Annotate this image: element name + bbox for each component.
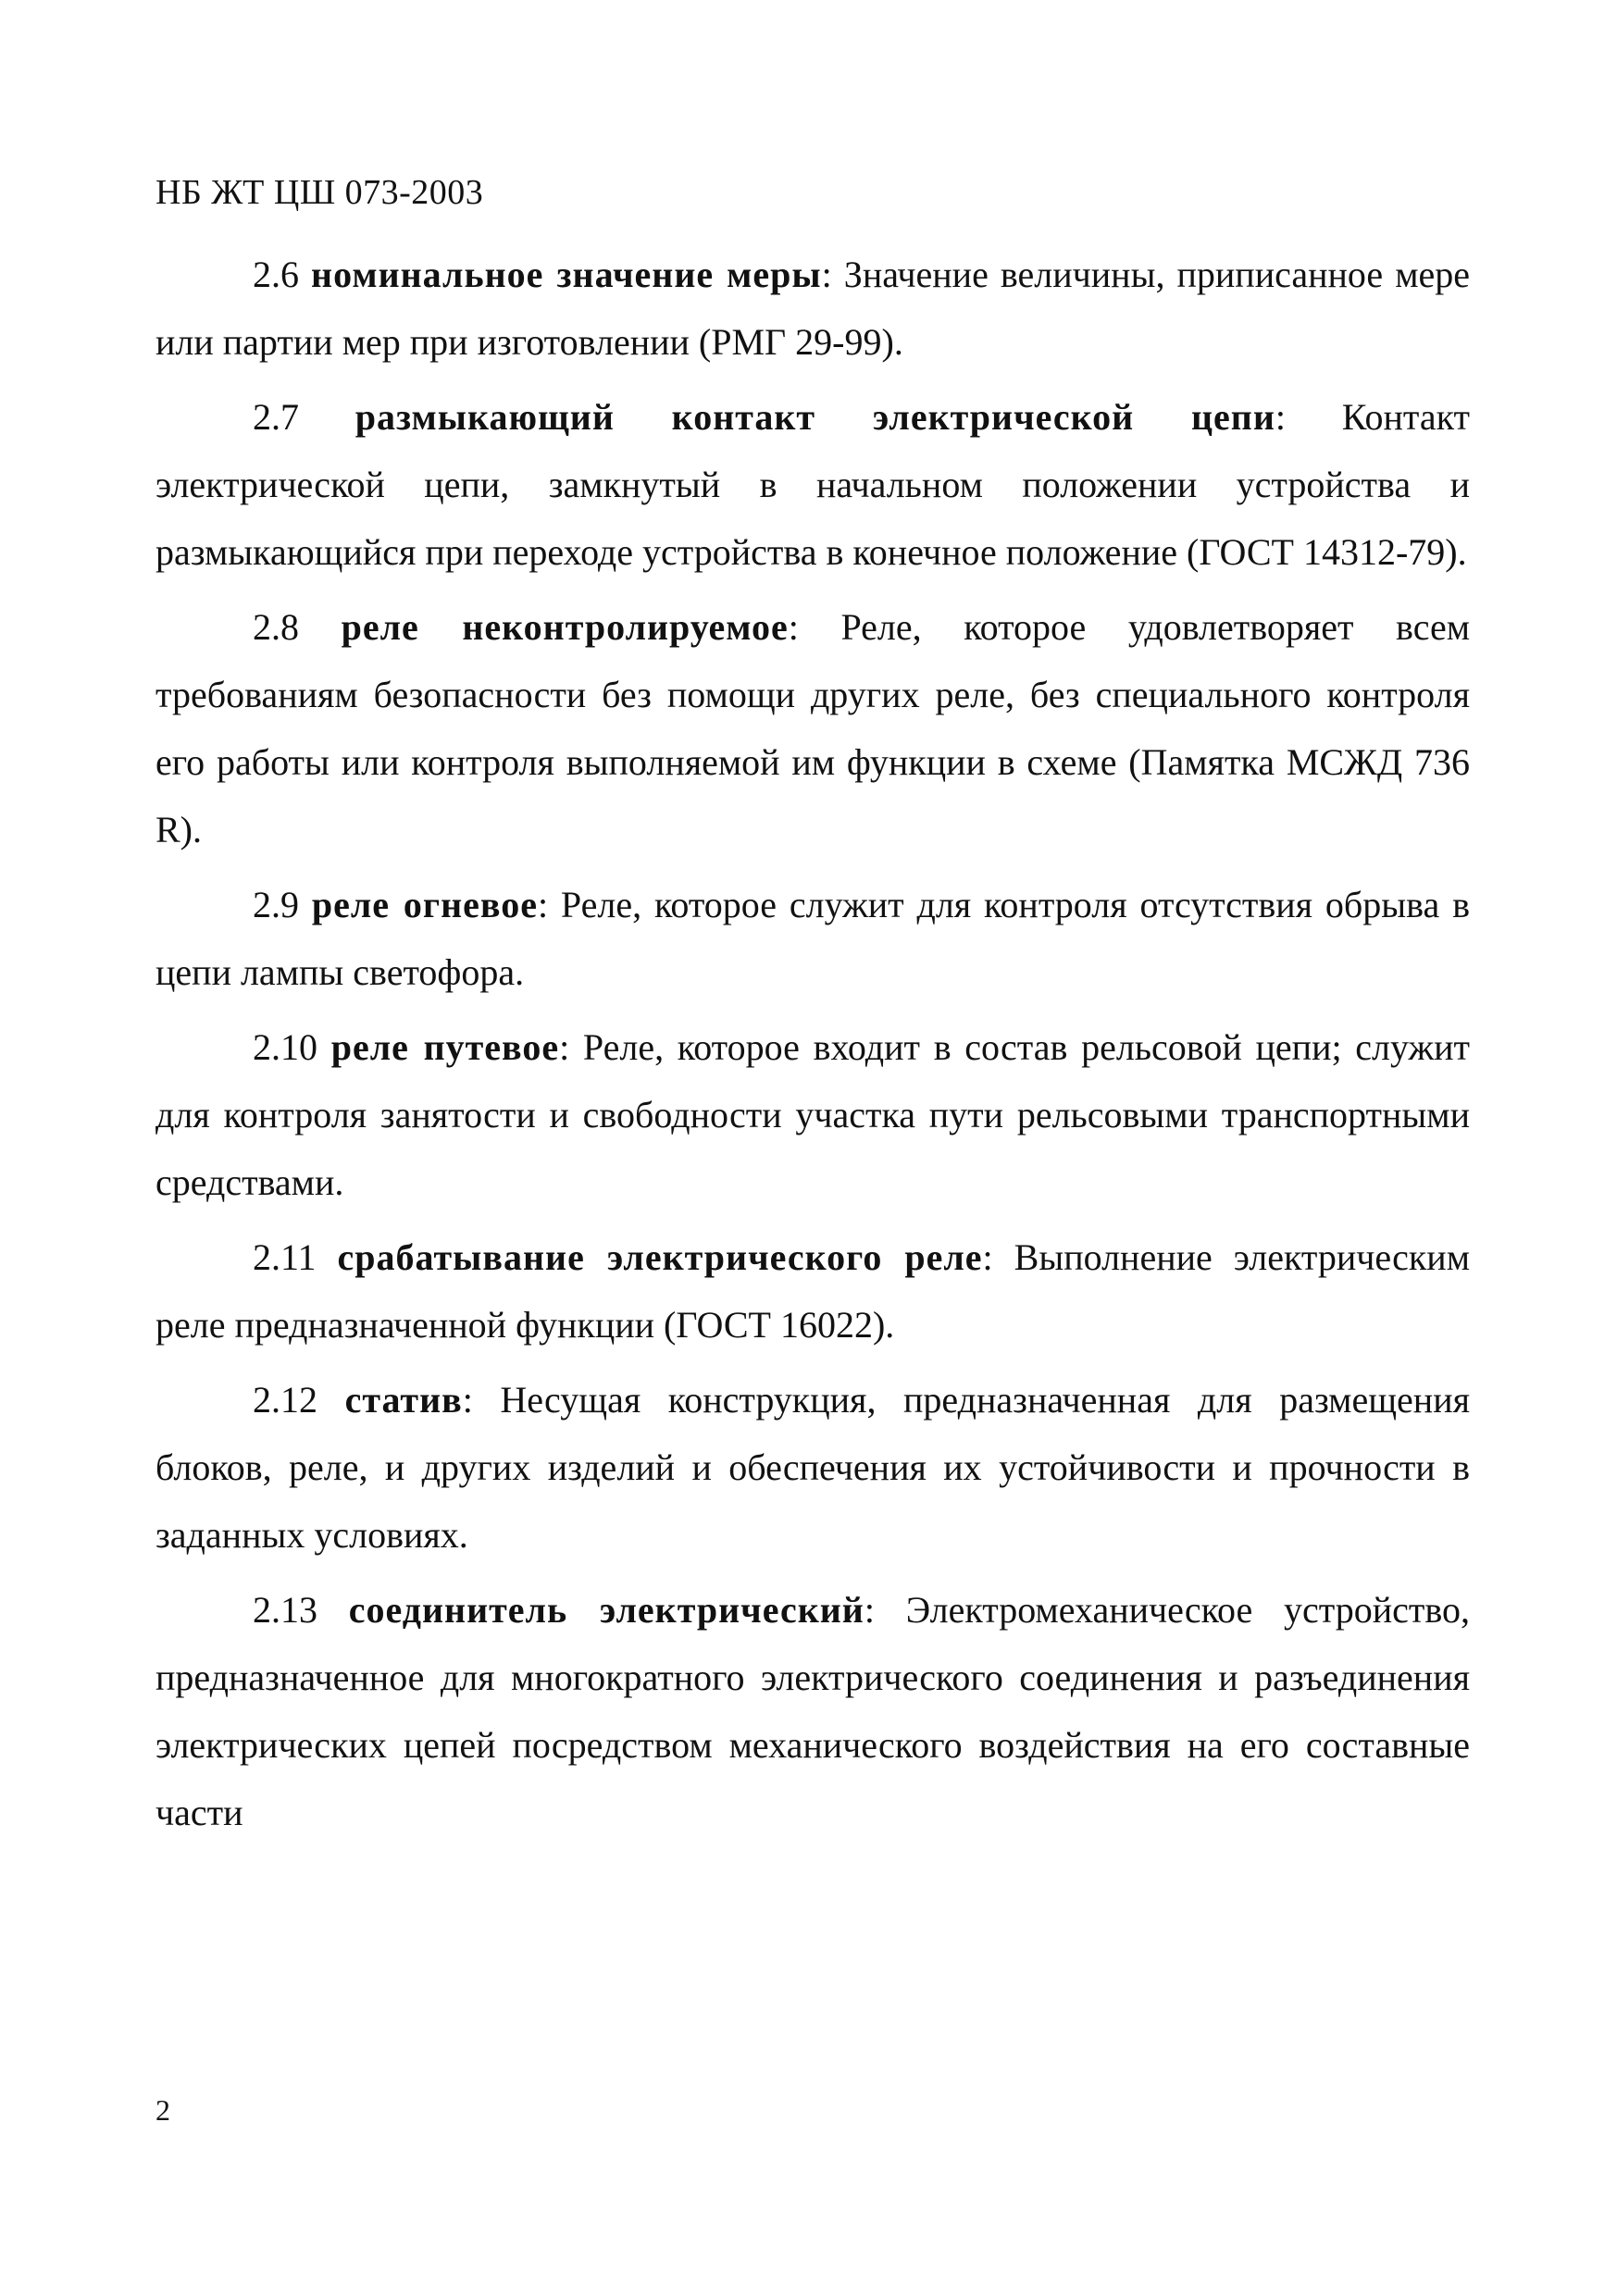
definition-term: срабатывание электрического реле xyxy=(337,1236,983,1278)
definition-number: 2.7 xyxy=(253,396,299,438)
definition-2-11 xyxy=(155,1223,1470,1359)
definition-number: 2.13 xyxy=(253,1589,317,1631)
definition-text: : Несущая конструкция, предназначенная для размещения блоков, реле, и других изделий и обеспечения их устойчивости и прочности в заданных условиях. xyxy=(155,1379,1471,1556)
definition-term: реле путевое xyxy=(330,1026,560,1068)
definitions-list xyxy=(155,241,1470,1846)
page-number: 2 xyxy=(155,2093,170,2127)
definition-term: реле огневое xyxy=(311,884,538,925)
definition-2-7 xyxy=(155,383,1470,586)
definition-term: соединитель электрический xyxy=(348,1589,864,1631)
definition-number: 2.8 xyxy=(253,606,299,648)
definition-text: : Реле, которое входит в состав рельсовой цепи; служит для контроля занятости и свободности участка пути рельсовыми транспортными средствами. xyxy=(155,1026,1470,1203)
document-code-header: НБ ЖТ ЦШ 073-2003 xyxy=(155,173,484,212)
definition-text: : Реле, которое служит для контроля отсутствия обрыва в цепи лампы светофора. xyxy=(155,884,1470,993)
definition-number: 2.9 xyxy=(253,884,299,925)
definition-number: 2.11 xyxy=(253,1236,317,1278)
definition-2-13 xyxy=(155,1576,1470,1846)
definition-text: : Электромеханическое устройство, предназначенное для многократного электрического соединения и разъединения электрических цепей посредством механического воздействия на его составные части xyxy=(155,1589,1471,1833)
definition-2-9 xyxy=(155,871,1470,1006)
definition-term: номинальное значение меры xyxy=(311,254,822,295)
definition-text: : Контакт электрической цепи, замкнутый в начальном положении устройства и размыкающийся при переходе устройства в конечное положение (ГОСТ 14312-79). xyxy=(155,396,1471,573)
definition-text: : Выполнение электрическим реле предназначенной функции (ГОСТ 16022). xyxy=(155,1236,1471,1346)
definition-term: размыкающий контакт электрической цепи xyxy=(354,396,1275,438)
definition-number: 2.10 xyxy=(253,1026,317,1068)
definition-text: : Значение величины, приписанное мере или партии мер при изготовлении (РМГ 29-99). xyxy=(155,254,1471,363)
definition-number: 2.12 xyxy=(253,1379,317,1421)
definition-number: 2.6 xyxy=(253,254,299,295)
definition-text: : Реле, которое удовлетворяет всем требованиям безопасности без помощи других реле, без специального контроля его работы или контроля выполняемой им функции в схеме (Памятка МСЖД 736 R). xyxy=(155,606,1471,850)
definition-2-10 xyxy=(155,1013,1470,1216)
definition-term: статив xyxy=(344,1379,463,1421)
definition-2-12 xyxy=(155,1366,1470,1569)
definition-term: реле неконтролируемое xyxy=(341,606,789,648)
definition-2-8 xyxy=(155,593,1470,863)
definition-2-6 xyxy=(155,241,1470,376)
